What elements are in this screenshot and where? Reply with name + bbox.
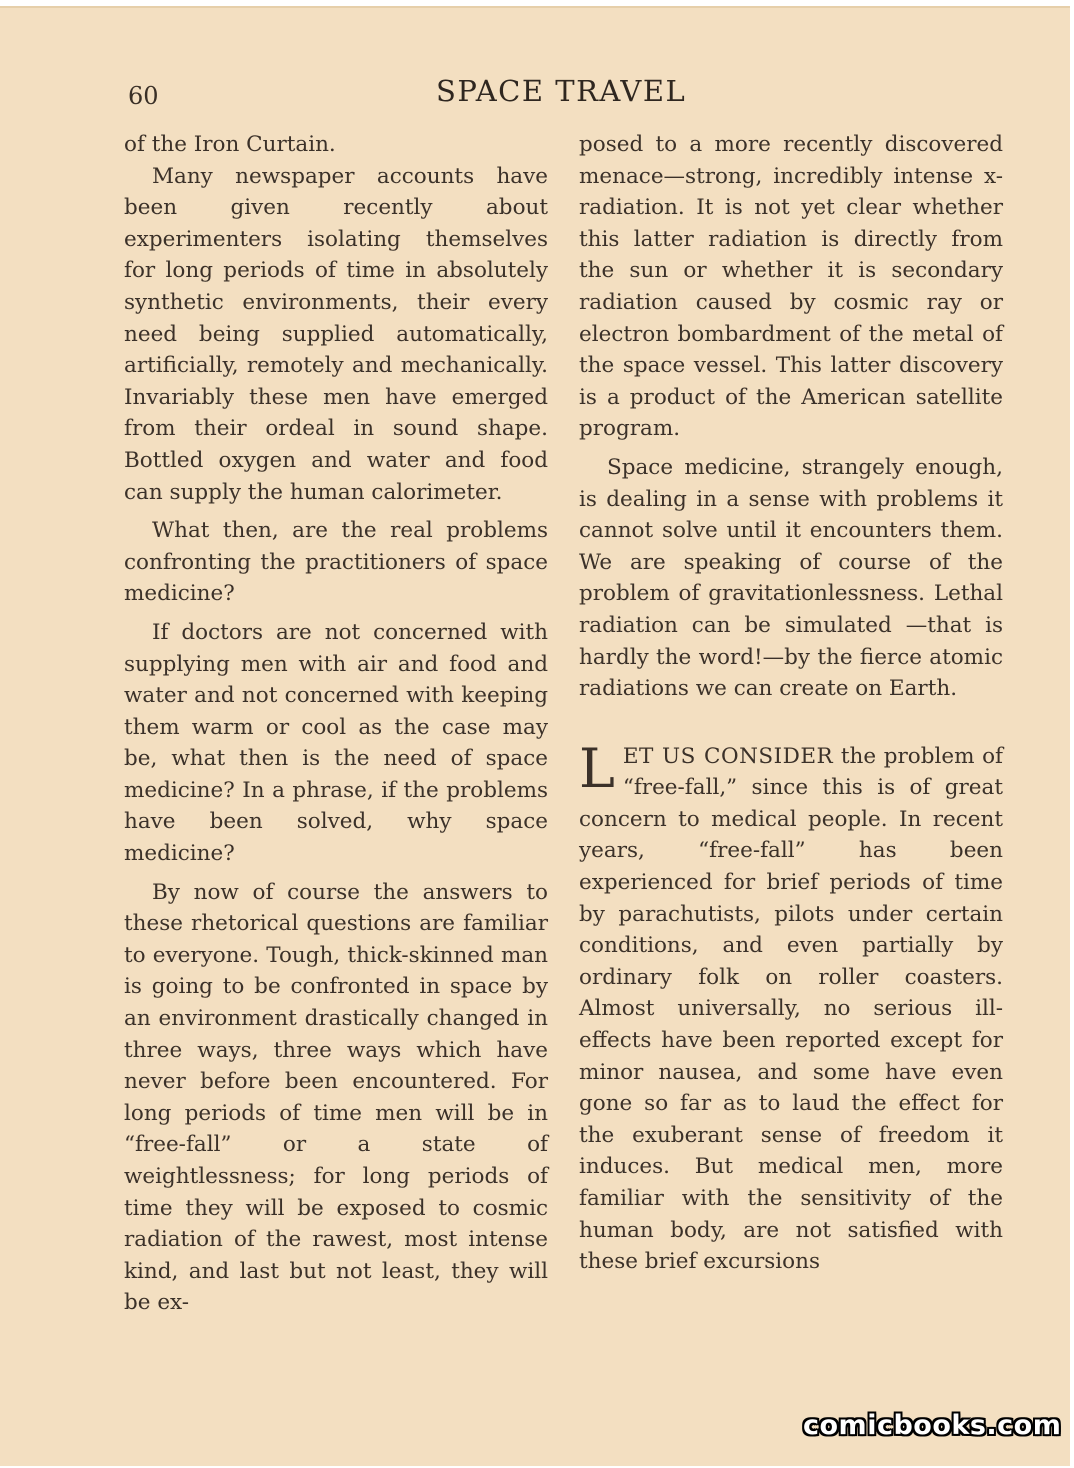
paragraph: Many newspaper accounts have been given recently about experimenters isolating themselves for long periods of time in absolutely synthetic environments, their every need being supplied automatically, artificially, remotely and mechanically. Invariably these men have emerged from their ordeal in sound shape. Bottled oxygen and water and food can supply the human calorimeter. <box>124 163 548 505</box>
drop-cap: L <box>579 736 615 800</box>
paragraph: of the Iron Curtain. <box>124 132 336 157</box>
running-title: SPACE TRAVEL <box>436 74 687 108</box>
right-column <box>579 129 1003 1278</box>
section-lead-in: ET US CONSIDER <box>622 743 834 769</box>
paragraph: posed to a more recently discovered menace—strong, incredibly intense x-radiation. It is not yet clear whether this latter radiation is directly from the sun or whether it is secondary radiation caused by cosmic ray or electron bombardment of the metal of the space vessel. This latter discovery is a product of the American satellite program. <box>579 132 1003 442</box>
paragraph: If doctors are not concerned with supplying men with air and food and water and not concerned with keeping them warm or cool as the case may be, what then is the need of space medicine? In a phrase, if the problems have been solved, why space medicine? <box>124 619 548 867</box>
paragraph: Space medicine, strangely enough, is dealing in a sense with problems it cannot solve until it encounters them. We are speaking of course of the problem of gravitationlessness. Lethal radiation can be simulated —that is hardly the word!—by the fierce atomic radiations we can create on Earth. <box>579 454 1003 702</box>
paragraph: By now of course the answers to these rhetorical questions are familiar to everyone. Tough, thick-skinned man is going to be confronted in space by an environment drastically changed in three ways, three ways which have never before been encountered. For long periods of time men will be in “free-fall” or a state of weightlessness; for long periods of time they will be exposed to cosmic radiation of the rawest, most intense kind, and last but not least, they will be ex- <box>124 879 548 1316</box>
page-number: 60 <box>128 82 159 110</box>
watermark: comicbooks.com <box>803 1410 1062 1441</box>
magazine-page <box>0 6 1070 1466</box>
paragraph: What then, are the real problems confronting the practitioners of space medicine? <box>124 518 548 607</box>
section-text: the problem of “free-fall,” since this is of great concern to medical people. In recent years, “free-fall” has been experienced for brief periods of time by parachutists, pilots under certain conditions, and even partially by ordinary folk on roller coasters. Almost universally, no serious ill-effects have been reported except for minor nausea, and some have even gone so far as to laud the effect for the exuberant sense of freedom it induces. But medical men, more familiar with the sensitivity of the human body, are not satisfied with these brief excursions <box>579 743 1003 1275</box>
section-paragraph <box>579 736 1003 1278</box>
left-column <box>124 129 548 1319</box>
